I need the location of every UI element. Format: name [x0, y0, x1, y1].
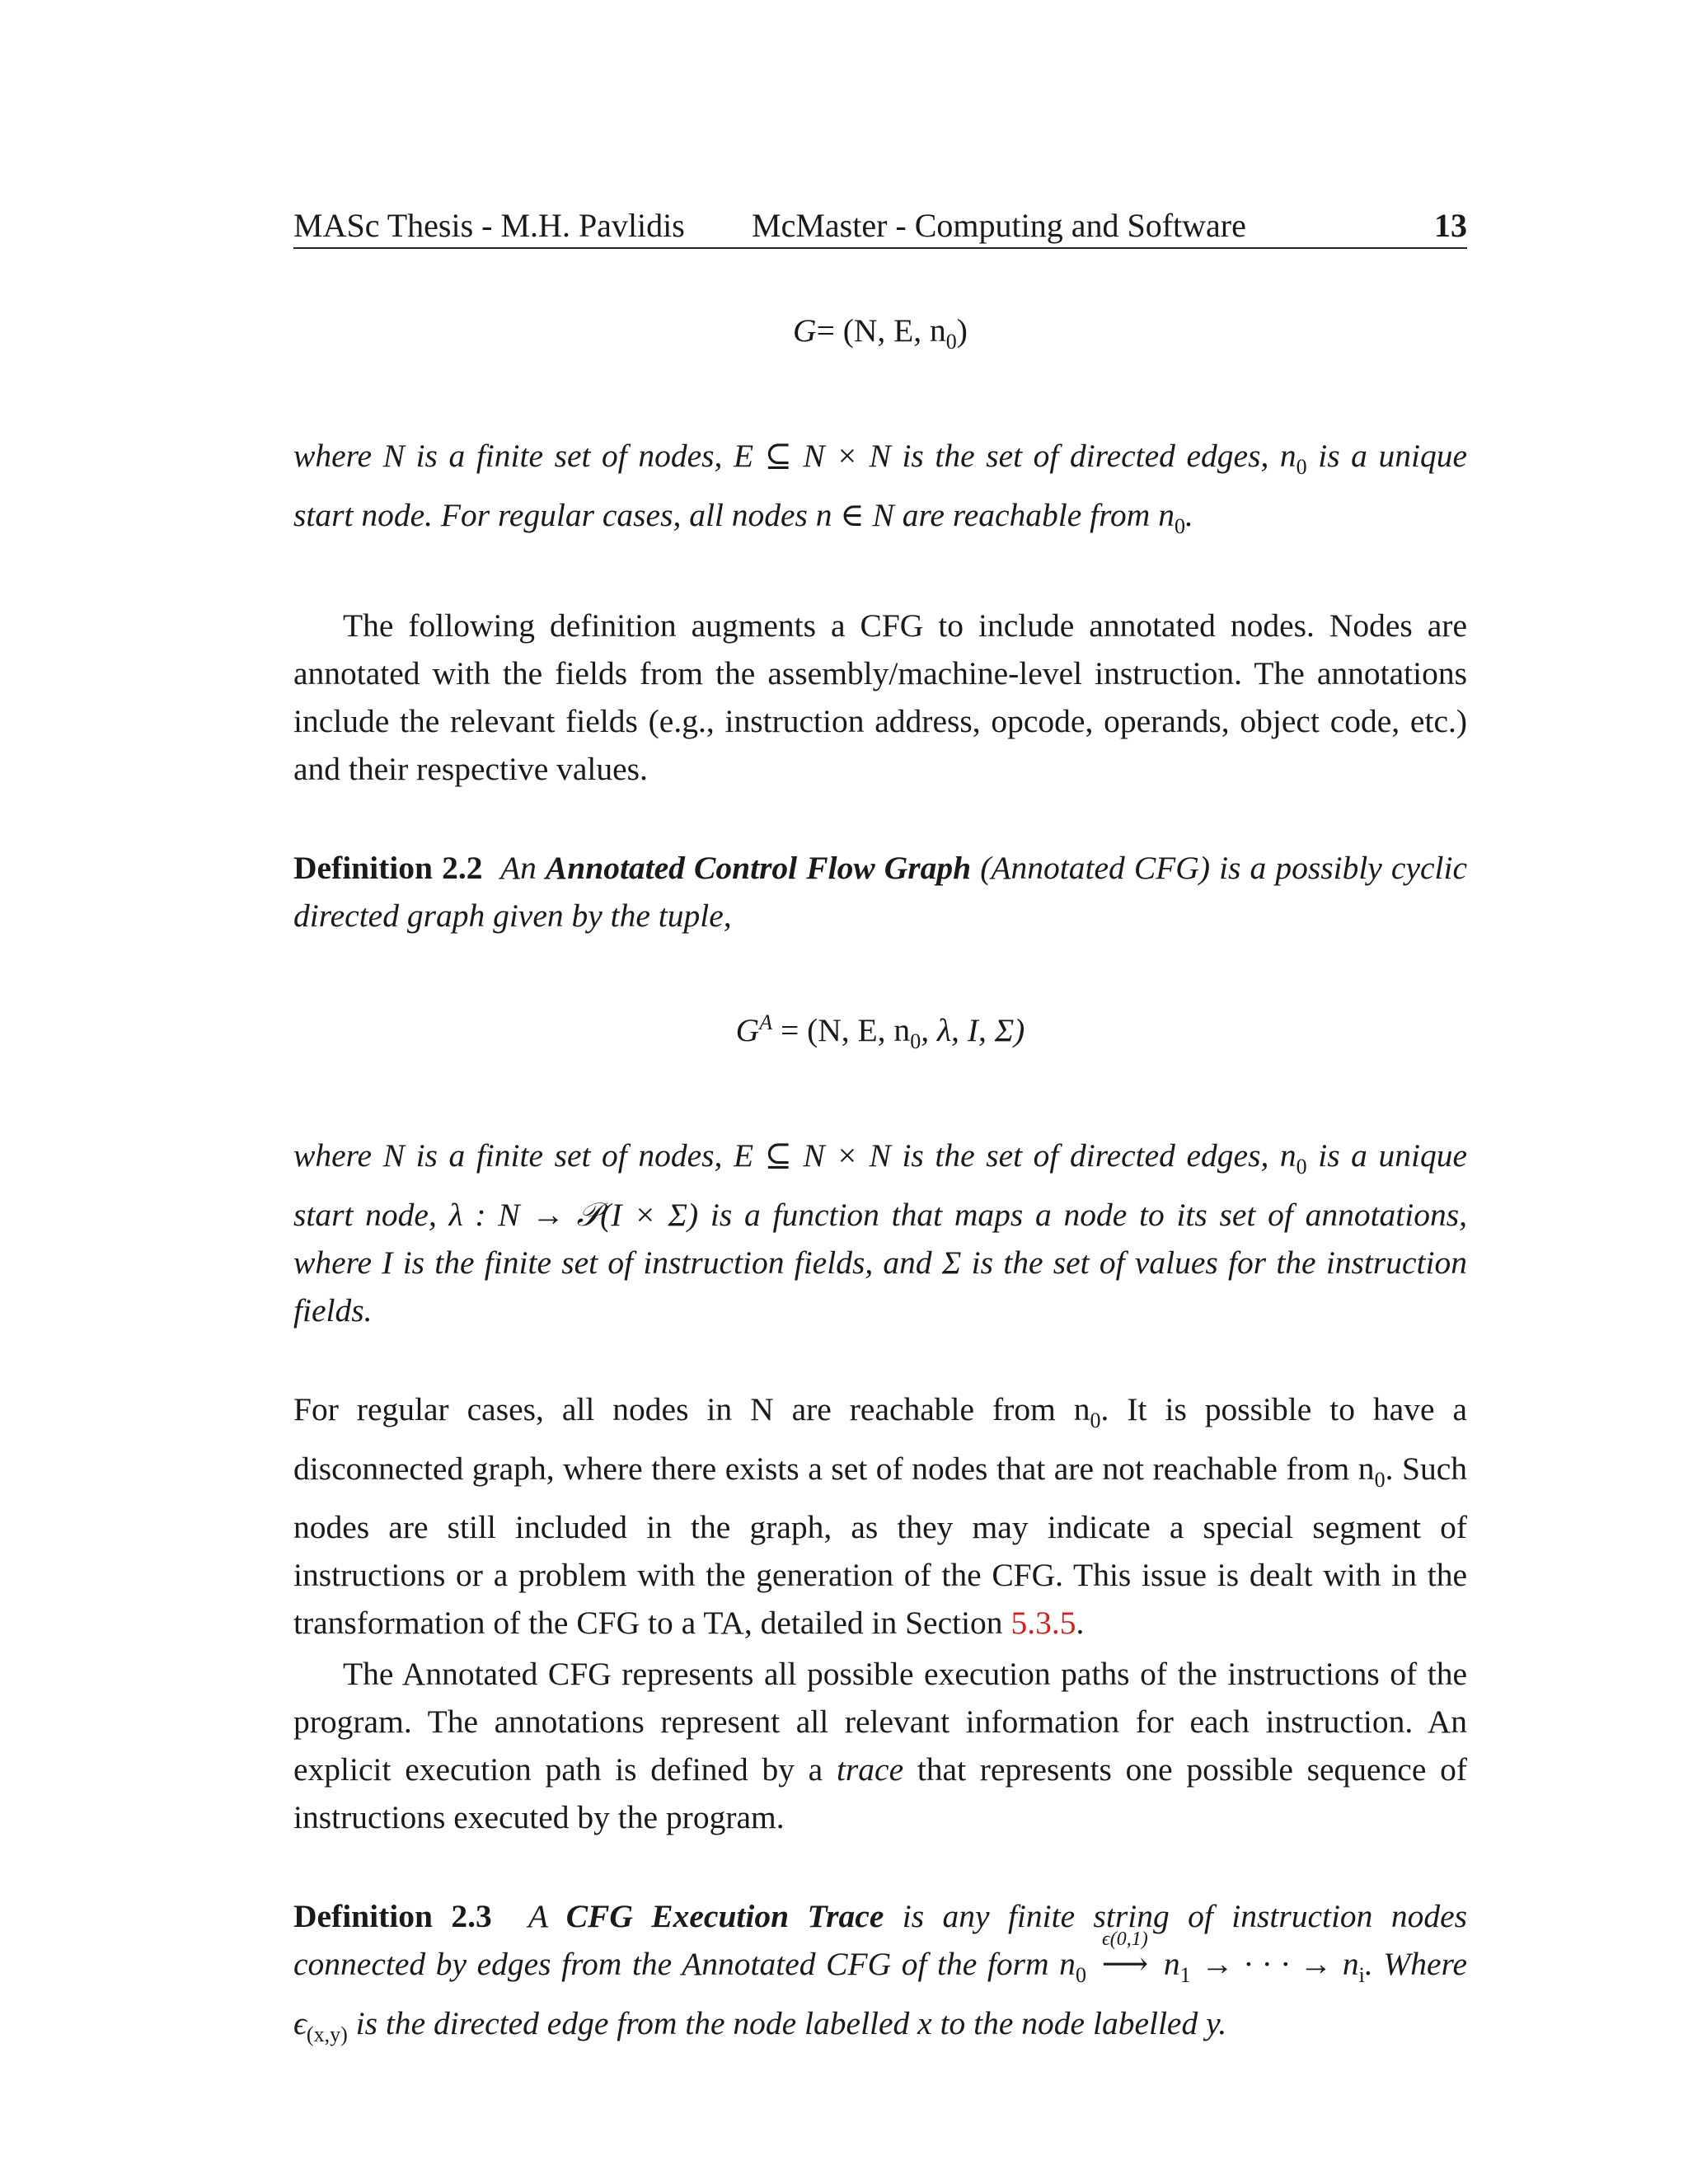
paragraph-reachability: For regular cases, all nodes in N are reachable from $n_0$. It is possible to have a disconnected graph, where there exists a set of nodes that are not reachable from $n_0$. Such nodes are still included in the graph, as they may indicate a special segment of instructions or a problem with the generation of the CFG. This issue is dealt with in the transformation of the CFG to a TA, detailed in Section 5.3.5. [293, 1390, 1468, 1642]
equation-annotated-cfg: $G^A = (N$, E, $n_0$, λ, I, Σ) [735, 1010, 1025, 1053]
paragraph-execution-paths: The Annotated CFG represents all possible execution paths of the instructions of the program. The annotations represent all relevant information for each instruction. An explicit execution path is defined by a trace that represents one possible sequence of instructions executed by the program. [293, 1656, 1467, 1836]
section-reference-link[interactable]: 5.3.5 [1010, 1605, 1076, 1642]
paragraph-annotated-nodes: The following definition augments a CFG to include annotated nodes. Nodes are annotated with the fields from the assembly/machine-level instruction. The annotations include the relevant fields (e.g., instruction address, opcode, operands, object code, etc.) and their respective values. [293, 607, 1467, 787]
header-author: MASc Thesis - M.H. Pavlidis [293, 207, 685, 244]
header-department: McMaster - Computing and Software [752, 207, 1246, 244]
definition-2-2: Definition 2.2 An Annotated Control Flow Graph (Annotated CFG) is a possibly cyclic directed graph given by the tuple, [293, 849, 1468, 934]
definition-2-1-tail: where N is a finite set of nodes, E ⊆ N × N is the set of directed edges, $n_0$ is a unique start node. For regular cases, all nodes n ∈ N are reachable from $n_0$. [293, 437, 1468, 538]
running-header [293, 206, 1467, 249]
labelled-arrow: ϵ(0,1) ⟶ [1101, 1929, 1149, 1983]
definition-2-2-tail: where N is a finite set of nodes, E ⊆ N × N is the set of directed edges, $n_0$ is a unique start node, λ : N → 𝒫(I × Σ) is a function that maps a node to its set of annotations, where I is the finite set of instruction fields, and Σ is the set of values for the instruction fields. [293, 1137, 1468, 1329]
definition-2-3: Definition 2.3 A CFG Execution Trace is any finite string of instruction nodes connected by edges from the Annotated CFG of the form $n_0$ ϵ(0,1) ⟶ $n_1$ → · · · → $n_i$. Where $\epsilon_{(x,y)}$ is the directed edge from the node labelled x to the node labelled y. [293, 1898, 1468, 2047]
page-number: 13 [1434, 207, 1467, 244]
equation-cfg: G= (N, E, $n_0$) [793, 312, 968, 354]
page-body [293, 247, 1467, 2059]
